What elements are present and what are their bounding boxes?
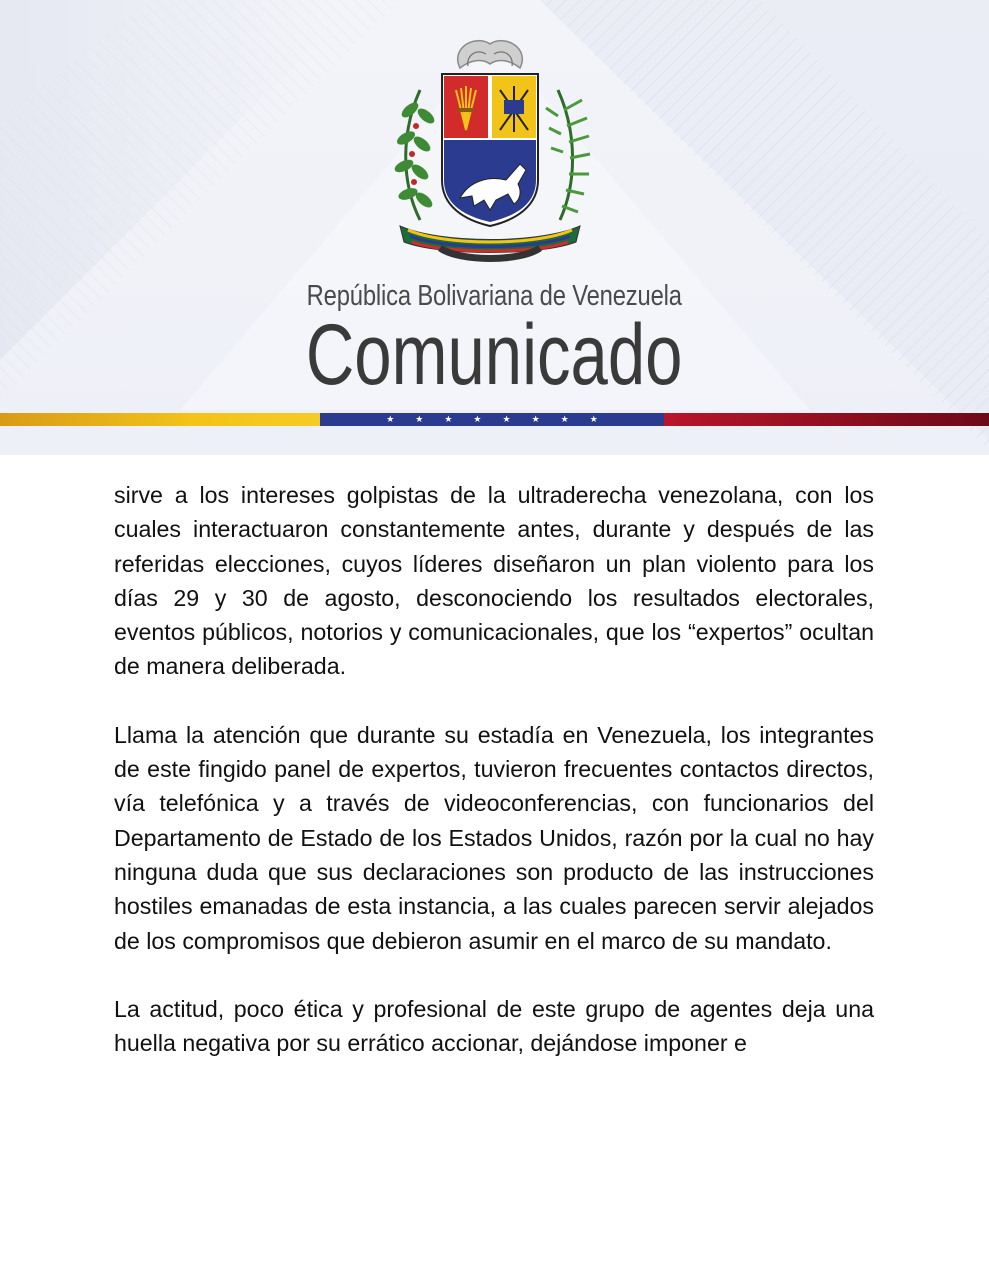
paragraph: Llama la atención que durante su estadía en Venezuela, los integrantes de este fingido panel de expertos, tuvieron frecuentes contactos directos, vía telefónica y a través de videoconferencias, con funcionarios del Departamento de Estado de los Estados Unidos, razón por la cual no hay ninguna duda que sus declaraciones son producto de las instrucciones hostiles emanadas de esta instancia, a las cuales parecen servir alejados de los compromisos que debieron asumir en el marco de su mandato. — [114, 721, 874, 954]
flag-stars — [320, 413, 664, 426]
star-icon: ★ — [444, 414, 453, 424]
flag-stripe-yellow — [0, 413, 320, 426]
flag-stripe — [0, 413, 989, 426]
republic-name: República Bolivariana de Venezuela — [306, 280, 682, 312]
flag-stripe-blue — [320, 413, 664, 426]
document-body — [114, 478, 874, 1094]
star-icon: ★ — [473, 414, 482, 424]
flag-stripe-red — [664, 413, 989, 426]
star-icon: ★ — [386, 414, 395, 424]
star-icon: ★ — [531, 414, 540, 424]
star-icon: ★ — [589, 414, 598, 424]
coat-of-arms-icon — [380, 30, 600, 270]
star-icon: ★ — [560, 414, 569, 424]
star-icon: ★ — [502, 414, 511, 424]
paragraph: sirve a los intereses golpistas de la ultraderecha venezolana, con los cuales interactuaron constantemente antes, durante y después de las referidas elecciones, cuyos líderes diseñaron un plan violento para los días 29 y 30 de agosto, desconociendo los resultados electorales, eventos públicos, notorios y comunicacionales, que los “expertos” ocultan de manera deliberada. — [114, 482, 874, 680]
page-title: Comunicado — [305, 307, 683, 403]
star-icon: ★ — [415, 414, 424, 424]
paragraph: La actitud, poco ética y profesional de este grupo de agentes deja una huella negativa por su errático accionar, dejándose imponer e — [114, 995, 874, 1057]
header-banner — [0, 0, 989, 455]
